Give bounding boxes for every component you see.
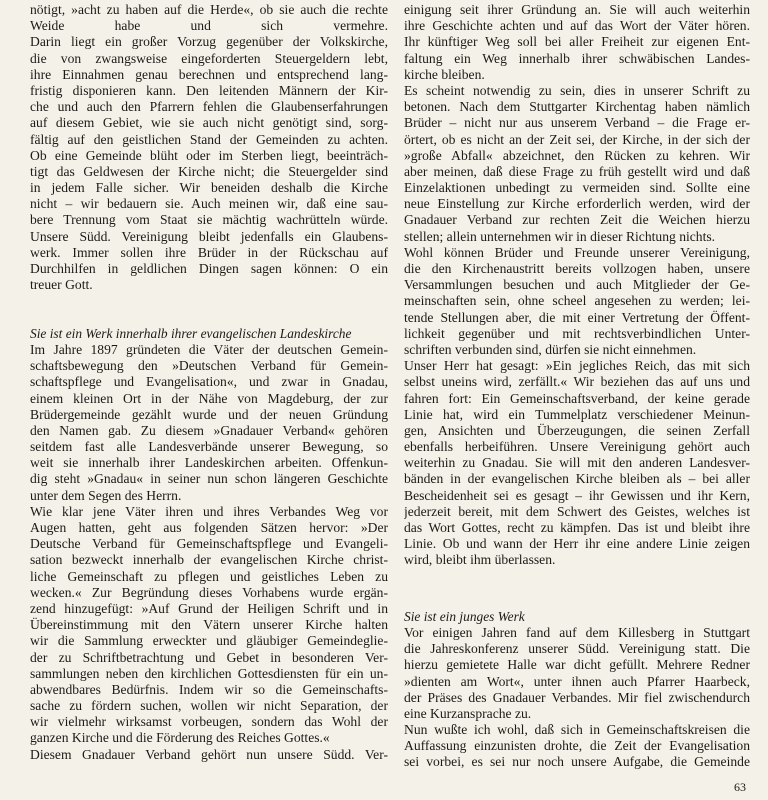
text-line: Wie klar jene Väter ihren und ihres Verbandes Weg vor [30,503,388,519]
spacer [30,310,388,326]
text-line: kirche bleiben. [404,66,485,82]
text-line: auf diesem Gebiet, wie sie auch nicht genötigt sind, sorg- [30,115,388,131]
text-line: Diesem Gnadauer Verband gehört nun unsere Südd. Ver- [30,746,388,762]
text-line: zend hinzugefügt: »Auf Grund der Heiligen Schrift und in [30,600,388,616]
text-line: treuer Gott. [30,277,93,293]
text-line: in jedem Falle sicher. Wir beneiden deshalb die Kirche [30,180,388,196]
text-line: tende Stellungen aber, die mit einer Vertretung der Öffent- [404,309,750,325]
right-column [404,2,750,771]
text-line: Darin liegt ein großer Vorzug gegenüber der Volkskirche, [30,34,388,50]
text-line: Einzelaktionen unbedingt zu vermeiden sind. Sollte eine [404,180,750,196]
text-line: schaftsbewegung den »Deutschen Verband für Gemein- [30,358,388,374]
text-line: dig steht »Gnadau« in seiner nun schon längeren Geschichte [30,471,388,487]
text-line: örtert, ob es nicht an der Zeit sei, der Kirche, in der sich der [404,131,750,147]
text-line: ihre Geschichte achten und auf das Wort der Väter hören. [404,18,750,34]
left-column [30,2,388,763]
spacer [404,585,750,609]
text-line: ganzen Kirche und die Förderung des Reiches Gottes.« [30,730,330,746]
text-line: schaftspflege und Evangelisation«, und zwar in Gnadau, [30,374,388,390]
text-line: Ihr künftiger Weg soll bei aller Freiheit zur eigenen Ent- [404,34,750,50]
text-line: hierzu gemietete Halle war dicht gefüllt. Mehrere Redner [404,657,750,673]
text-line: Versammlungen besuchen und auch Mitglieder der Ge- [404,277,750,293]
text-line: liche Gemeinschaft zu pflegen und geistliches Leben zu [30,568,388,584]
text-line: das Wort Gottes, recht zu kämpfen. Das ist und bleibt ihre [404,520,750,535]
text-line: wecken.« Zur Begründung dieses Vorhabens wurde ergän- [30,584,388,600]
text-line: wir vielmehr wirksamst vorbeugen, sondern das Wohl der [30,714,388,730]
text-line: Wohl können Brüder und Freunde unserer Vereinigung, [404,244,750,260]
text-line: weit sie innerhalb ihrer Landeskirchen arbeiten. Offenkun- [30,455,388,471]
text-line: gen, Ansichten und Überzeugungen, die seinen Zerfall [404,422,750,438]
text-line: die Jahreskonferenz unserer Südd. Vereinigung statt. Die [404,641,750,657]
text-line: sei vorbei, es sei nur noch unsere Aufgabe, die Gemeinde [404,754,750,770]
text-line: stellen; allein unternehmen wir in dieser Richtung nichts. [404,228,716,244]
text-line: Bescheidenheit sei es gesagt – ihr Gewissen und ihr Kern, [404,487,750,503]
text-line: wir die Sammlung erweckter und gläubiger Gemeindeglie- [30,633,388,649]
text-line: Nun wußte ich wohl, daß sich in Gemeinschaftskreisen die [404,722,750,738]
text-line: nötigt, »acht zu haben auf die Herde«, ob sie auch die rechte [30,2,388,17]
text-line: seitdem fast alle Landesverbände unserer Bewegung, so [30,439,388,455]
text-line: jederzeit bereit, mit dem Schwert des Geistes, welches ist [404,503,750,519]
text-line: abwendbares Bedürfnis. Indem wir so die Gemeinschafts- [30,681,388,697]
text-line: den Namen gab. Zu diesem »Gnadauer Verband« gehören [30,422,388,438]
text-line: fältig auf den geistlichen Stand der Gemeinden zu achten. [30,131,388,147]
text-line: einem kleinen Ort in der Nähe von Magdeburg, der zur [30,390,388,406]
text-line: eine Kurzansprache zu. [404,705,532,721]
text-line: neue Einstellung zur Kirche erforderlich werden, wird der [404,196,750,212]
text-line: Durchhilfen in geldlichen Dingen sagen können: O ein [30,261,388,276]
text-line: Weide habe und sich vermehre. [30,18,388,34]
text-line: Brüder – nicht nur aus unserem Verband – die Frage er- [404,115,750,131]
text-line: werk. Immer sollen ihre Brüder in der Rückschau auf [30,244,388,260]
text-line: bänden in der evangelischen Kirche bleiben als – bei aller [404,471,750,487]
spacer [30,293,388,309]
text-line: Im Jahre 1897 gründeten die Väter der deutschen Gemein- [30,341,388,357]
text-line: weiterhin zu Gnadau. Sie will mit den anderen Landesver- [404,455,750,471]
text-line: selbst uneins wird, zerfällt.« Wir beziehen das auf uns und [404,374,750,390]
text-line: Unser Herr hat gesagt: »Ein jegliches Reich, das mit sich [404,358,750,374]
text-line: Vor einigen Jahren fand auf dem Killesberg in Stuttgart [404,624,750,640]
text-line: Augen hatten, geht aus folgenden Sätzen hervor: »Der [30,520,388,535]
text-line: »dienten am Wort«, unter ihnen auch Pfarrer Haarbeck, [404,673,750,689]
text-line: Unsere Südd. Vereinigung bleibt jedenfalls ein Glaubens- [30,228,388,244]
text-line: bere Trennung vom Staat sie mächtig wachrütteln würde. [30,212,388,228]
text-line: faltung ein Weg innerhalb ihrer schwäbischen Landes- [404,50,750,66]
text-line: Linie. Ob und wann der Herr ihr eine andere Linie zeigen [404,536,750,552]
text-line: Übereinstimmung mit den Vätern unserer Kirche halten [30,617,388,633]
text-line: ebenfalls herbeiführen. Unsere Vereinigung gehört auch [404,439,750,455]
text-line: wird, bleibt ihm überlassen. [404,552,556,568]
text-line: Gnadauer Verband zur rechten Zeit die Weichen hierzu [404,212,750,228]
text-line: sation bezweckt innerhalb der evangelischen Kirche christ- [30,552,388,568]
text-line: schriften verbunden sind, dürfen sie nicht einnehmen. [404,341,697,357]
section-heading: Sie ist ein Werk innerhalb ihrer evangelischen Landeskirche [30,325,352,341]
text-line: fahren fort: Ein Gemeinschaftsverband, der keine gerade [404,390,750,406]
text-line: Brüdergemeinde gezählt wurde und der neuen Gründung [30,406,388,422]
page-number: 63 [734,780,746,794]
text-line: einigung seit ihrer Gründung an. Sie will auch weiterhin [404,2,750,17]
text-line: lichkeit gegenüber und mit rechtsverbindlichen Unter- [404,325,750,341]
text-line: unter dem Segen des Herrn. [30,487,182,503]
text-line: nicht – wir bedauern sie. Auch meinen wir, daß eine sau- [30,196,388,212]
text-line: die von zwangsweise eingeforderten Steuergeldern lebt, [30,50,388,66]
text-line: Es scheint notwendig zu sein, dies in unserer Schrift zu [404,82,750,98]
text-line: Ob eine Gemeinde blüht oder im Sterben liegt, beeinträch- [30,147,388,163]
text-line: der zu Schriftbetrachtung und Gebet in besonderen Ver- [30,649,388,665]
text-line: Auffassung einzunisten drohte, die Zeit der Evangelisation [404,738,750,754]
section-heading: Sie ist ein junges Werk [404,608,525,624]
text-line: sache zu fördern suchen, wollen wir nicht Separation, der [30,698,388,714]
text-line: betonen. Nach dem Stuttgarter Kirchentag haben nämlich [404,99,750,115]
text-line: meinschaften sein, ohne scheel angesehen zu werden; lei- [404,293,750,309]
text-line: »große Abfall« abzeichnet, den Rücken zu kehren. Wir [404,147,750,163]
text-line: che und auch den Pfarrern fehlen die Glaubenserfahrungen [30,99,388,115]
text-line: tigt das Geldwesen der Kirche nicht; die Steuergelder sind [30,163,388,179]
text-line: die den Kirchenaustritt bereits vollzogen haben, unsere [404,261,750,276]
text-line: aber meinen, daß diese Frage zu früh gestellt wird und daß [404,163,750,179]
text-line: Linie hat, wird ein Tummelplatz verschiedener Meinun- [404,406,750,422]
spacer [404,569,750,585]
text-line: fristig disponieren kann. Den leitenden Männern der Kir- [30,82,388,98]
text-line: sammlungen neben den kirchlichen Gottesdiensten für ein un- [30,665,388,681]
text-line: der Präses des Gnadauer Verbandes. Mir fiel zwischendurch [404,689,750,705]
text-line: Deutsche Verband für Gemeinschaftspflege und Evangeli- [30,536,388,552]
text-line: ihre Einnahmen genau berechnen und entsprechend lang- [30,66,388,82]
